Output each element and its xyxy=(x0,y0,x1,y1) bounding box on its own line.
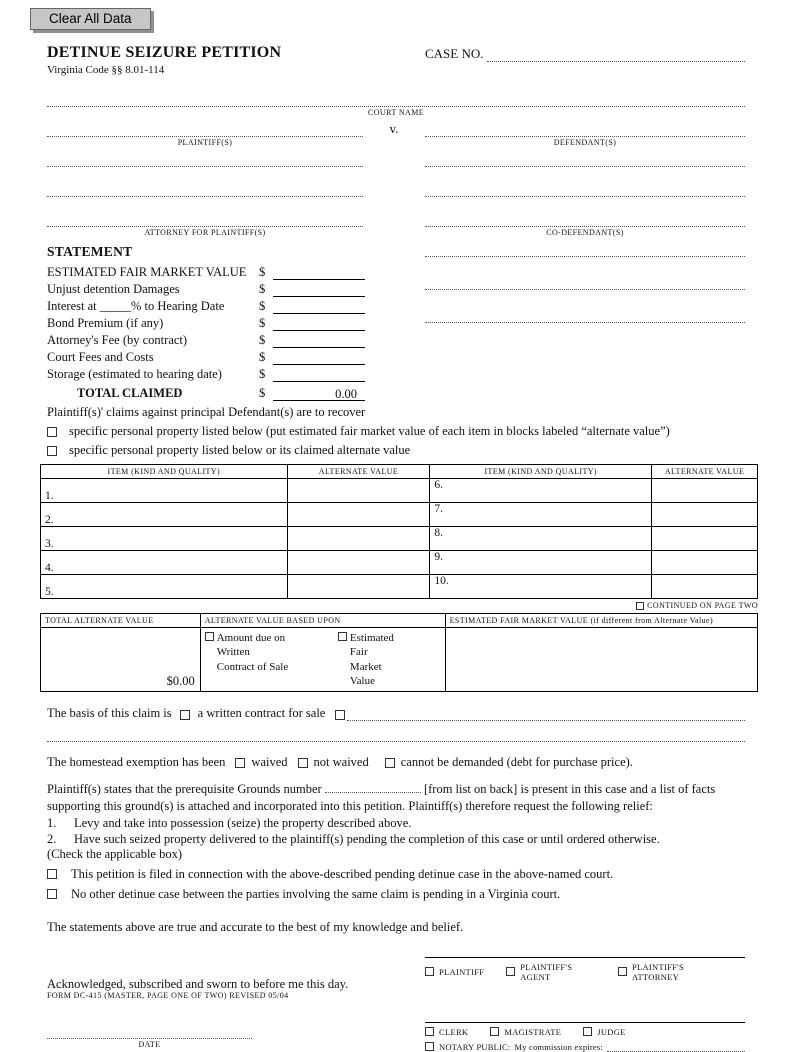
option-est-fmv-line1: Estimated Fair xyxy=(349,632,394,659)
stmt-input-bond-premium[interactable] xyxy=(273,317,365,331)
col-alt-value-right: ALTERNATE VALUE xyxy=(652,465,758,479)
form-number-footer: FORM DC-415 (MASTER, PAGE ONE OF TWO) REVISED 05/04 xyxy=(47,991,289,1000)
basis-other-input[interactable] xyxy=(347,708,745,721)
item-cell-7[interactable]: 7. xyxy=(430,503,652,527)
checkbox-clerk[interactable] xyxy=(425,1027,434,1036)
relief-item2-text: Have such seized property delivered to the plaintiff(s) pending the completion of this case or until ordered otherwise. xyxy=(74,831,660,846)
clear-all-data-button[interactable]: Clear All Data xyxy=(30,8,151,30)
commission-expires-label: My commission expires: xyxy=(514,1041,603,1052)
stmt-label-interest: Interest at _____% to Hearing Date xyxy=(47,299,225,313)
court-name-input[interactable] xyxy=(47,94,745,107)
cannot-be-demanded-label: cannot be demanded (debt for purchase price). xyxy=(400,755,633,770)
claims-option1-label: specific personal property listed below (put estimated fair market value of each item in blocks labeled “alternate value”) xyxy=(69,424,670,438)
dollar-sign: $ xyxy=(259,282,266,296)
item-cell-10[interactable]: 10. xyxy=(430,575,652,599)
waived-label: waived xyxy=(251,755,288,770)
table-row xyxy=(41,551,758,575)
grounds-text-before: Plaintiff(s) states that the prerequisite Grounds number xyxy=(47,782,322,797)
relief-item1-number: 1. xyxy=(47,815,57,830)
alt-value-cell-7[interactable] xyxy=(652,503,758,527)
item-cell-2[interactable]: 2. xyxy=(41,503,288,527)
statement-section xyxy=(47,244,745,401)
check-applicable-box-note: (Check the applicable box) xyxy=(47,846,183,861)
codefendant-input-4[interactable] xyxy=(425,310,745,323)
stmt-label-court-fees: Court Fees and Costs xyxy=(47,350,154,364)
plaintiff-label: PLAINTIFF(S) xyxy=(177,138,233,147)
dollar-sign: $ xyxy=(259,333,266,347)
item-cell-1[interactable]: 1. xyxy=(41,479,288,503)
stmt-input-storage[interactable] xyxy=(273,368,365,382)
col-total-alt-value: TOTAL ALTERNATE VALUE xyxy=(41,614,201,628)
stmt-label-attorneys-fee: Attorney's Fee (by contract) xyxy=(47,333,188,347)
checkbox-not-waived[interactable] xyxy=(298,758,308,768)
checkbox-cannot-be-demanded[interactable] xyxy=(385,758,395,768)
item-cell-5[interactable]: 5. xyxy=(41,575,288,599)
stmt-input-unjust-detention[interactable] xyxy=(273,283,365,297)
totals-table-header-row xyxy=(41,614,758,628)
total-claimed-value: 0.00 xyxy=(273,387,365,401)
continued-label: CONTINUED ON PAGE TWO xyxy=(647,601,758,610)
plaintiff-sig-label: PLAINTIFF xyxy=(439,966,485,977)
item-cell-4[interactable]: 4. xyxy=(41,551,288,575)
basis-option1-label: a written contract for sale xyxy=(197,706,326,721)
alt-value-cell-5[interactable] xyxy=(287,575,430,599)
alt-value-cell-3[interactable] xyxy=(287,527,430,551)
dollar-sign: $ xyxy=(259,350,266,364)
col-alt-value-left: ALTERNATE VALUE xyxy=(287,465,430,479)
form-header xyxy=(47,44,745,76)
date-label: DATE xyxy=(138,1039,161,1049)
alt-value-cell-9[interactable] xyxy=(652,551,758,575)
checkbox-plaintiffs-agent[interactable] xyxy=(506,967,515,976)
item-cell-6[interactable]: 6. xyxy=(430,479,652,503)
case-number-row xyxy=(425,44,745,62)
col-est-fair-market-value: ESTIMATED FAIR MARKET VALUE (if different from Alternate Value) xyxy=(445,614,757,628)
checkbox-basis-other[interactable] xyxy=(335,710,345,720)
dollar-sign: $ xyxy=(259,299,266,313)
checkbox-amount-due-written-contract[interactable] xyxy=(205,632,214,641)
stmt-input-interest[interactable] xyxy=(273,300,365,314)
parties-section xyxy=(47,118,745,238)
checkbox-estimated-fair-market-value[interactable] xyxy=(338,632,347,641)
codefendant-input-3[interactable] xyxy=(425,277,745,290)
magistrate-label: MAGISTRATE xyxy=(504,1026,562,1037)
statement-heading: STATEMENT xyxy=(47,244,133,259)
page-title: DETINUE SEIZURE PETITION xyxy=(47,44,282,61)
checkbox-plaintiffs-attorney[interactable] xyxy=(618,967,627,976)
checkbox-magistrate[interactable] xyxy=(490,1027,499,1036)
table-row xyxy=(41,575,758,599)
notary-public-label: NOTARY PUBLIC: xyxy=(439,1041,511,1052)
totals-table-value-row xyxy=(41,628,758,692)
col-item-right: ITEM (KIND AND QUALITY) xyxy=(430,465,652,479)
alt-value-cell-6[interactable] xyxy=(652,479,758,503)
checkbox-waived[interactable] xyxy=(235,758,245,768)
alt-value-cell-8[interactable] xyxy=(652,527,758,551)
est-fair-market-value-input[interactable] xyxy=(445,628,757,692)
checkbox-continued-page-two[interactable] xyxy=(636,602,644,610)
checkbox-judge[interactable] xyxy=(583,1027,592,1036)
stmt-input-attorneys-fee[interactable] xyxy=(273,334,365,348)
code-reference: Virginia Code §§ 8.01-114 xyxy=(47,64,165,76)
checkbox-written-contract-for-sale[interactable] xyxy=(180,710,190,720)
checkbox-claims-option2[interactable] xyxy=(47,446,57,456)
stmt-label-storage: Storage (estimated to hearing date) xyxy=(47,367,222,381)
totals-table xyxy=(40,613,758,692)
checkbox-plaintiff[interactable] xyxy=(425,967,434,976)
codefendant-label: CO-DEFENDANT(S) xyxy=(546,228,624,237)
basis-text: The basis of this claim is xyxy=(47,706,172,721)
not-waived-label: not waived xyxy=(313,755,369,770)
item-cell-9[interactable]: 9. xyxy=(430,551,652,575)
alt-value-cell-10[interactable] xyxy=(652,575,758,599)
clerk-label: CLERK xyxy=(439,1026,469,1037)
dollar-sign: $ xyxy=(259,316,266,330)
stmt-label-bond-premium: Bond Premium (if any) xyxy=(47,316,164,330)
stmt-label-unjust-detention: Unjust detention Damages xyxy=(47,282,180,296)
col-alt-value-based-upon: ALTERNATE VALUE BASED UPON xyxy=(200,614,445,628)
stmt-input-court-fees[interactable] xyxy=(273,351,365,365)
alt-value-cell-2[interactable] xyxy=(287,503,430,527)
defendant-label: DEFENDANT(S) xyxy=(553,138,617,147)
claims-intro: Plaintiff(s)' claims against principal Defendant(s) are to recover xyxy=(47,405,366,419)
stmt-input-fair-market-value[interactable] xyxy=(273,266,365,280)
plaintiffs-agent-label: PLAINTIFF'S AGENT xyxy=(520,961,573,982)
grounds-text-after: [from list on back] is present in this case and a list of facts supporting this ground(s) is attached and incorporated into this petition. Plaintiff(s) therefore request the following relief: xyxy=(47,782,716,814)
option-amount-due-line2: Contract of Sale xyxy=(216,660,289,673)
claims-option2-label: specific personal property listed below or its claimed alternate value xyxy=(69,443,411,457)
checkbox-notary-public[interactable] xyxy=(425,1042,434,1051)
plaintiffs-attorney-label: PLAINTIFF'S ATTORNEY xyxy=(631,961,685,982)
grounds-number-input[interactable] xyxy=(325,783,421,793)
commission-expires-input[interactable] xyxy=(607,1042,745,1052)
grounds-paragraph xyxy=(47,781,745,815)
relief-item2-number: 2. xyxy=(47,831,57,846)
option-est-fmv-line2: Market Value xyxy=(349,660,382,687)
item-cell-3[interactable]: 3. xyxy=(41,527,288,551)
case-no-input[interactable] xyxy=(487,49,745,62)
alt-value-cell-4[interactable] xyxy=(287,551,430,575)
table-row xyxy=(41,527,758,551)
judge-label: JUDGE xyxy=(597,1026,626,1037)
homestead-text: The homestead exemption has been xyxy=(47,755,226,770)
checkbox-no-other-detinue-case[interactable] xyxy=(47,889,57,899)
col-item-left: ITEM (KIND AND QUALITY) xyxy=(41,465,288,479)
items-table-header-row xyxy=(41,465,758,479)
relief-item1-text: Levy and take into possession (seize) the property described above. xyxy=(74,815,412,830)
relief-option1-label: This petition is filed in connection with the above-described pending detinue case in the above-named court. xyxy=(71,866,614,881)
signature-line-petitioner[interactable] xyxy=(425,957,745,958)
acknowledged-text: Acknowledged, subscribed and sworn to before me this day. xyxy=(47,976,349,991)
dollar-sign: $ xyxy=(259,386,266,400)
items-table xyxy=(40,464,758,599)
basis-other-input-2[interactable] xyxy=(47,729,745,742)
truth-statement: The statements above are true and accurate to the best of my knowledge and belief. xyxy=(47,919,464,934)
relief-option2-label: No other detinue case between the parties involving the same claim is pending in a Virginia court. xyxy=(71,886,561,901)
total-claimed-label: TOTAL CLAIMED xyxy=(77,386,183,400)
table-row xyxy=(41,503,758,527)
case-no-label: CASE NO. xyxy=(425,46,484,61)
option-amount-due-line1: Amount due on Written xyxy=(216,632,286,659)
codefendant-input-2[interactable] xyxy=(425,244,745,257)
court-name-label: COURT NAME xyxy=(367,108,425,117)
total-alternate-value: $0.00 xyxy=(41,628,201,692)
checkbox-claims-option1[interactable] xyxy=(47,427,57,437)
alt-value-cell-1[interactable] xyxy=(287,479,430,503)
attorney-for-plaintiff-label: ATTORNEY FOR PLAINTIFF(S) xyxy=(144,228,266,237)
date-input[interactable] xyxy=(47,1026,252,1039)
signature-line-official[interactable] xyxy=(425,1022,745,1023)
checkbox-petition-filed-connection[interactable] xyxy=(47,869,57,879)
versus-label: v. xyxy=(389,121,399,136)
stmt-label-fair-market-value: ESTIMATED FAIR MARKET VALUE xyxy=(47,265,247,279)
table-row xyxy=(41,479,758,503)
dollar-sign: $ xyxy=(259,367,266,381)
item-cell-8[interactable]: 8. xyxy=(430,527,652,551)
dollar-sign: $ xyxy=(259,265,266,279)
